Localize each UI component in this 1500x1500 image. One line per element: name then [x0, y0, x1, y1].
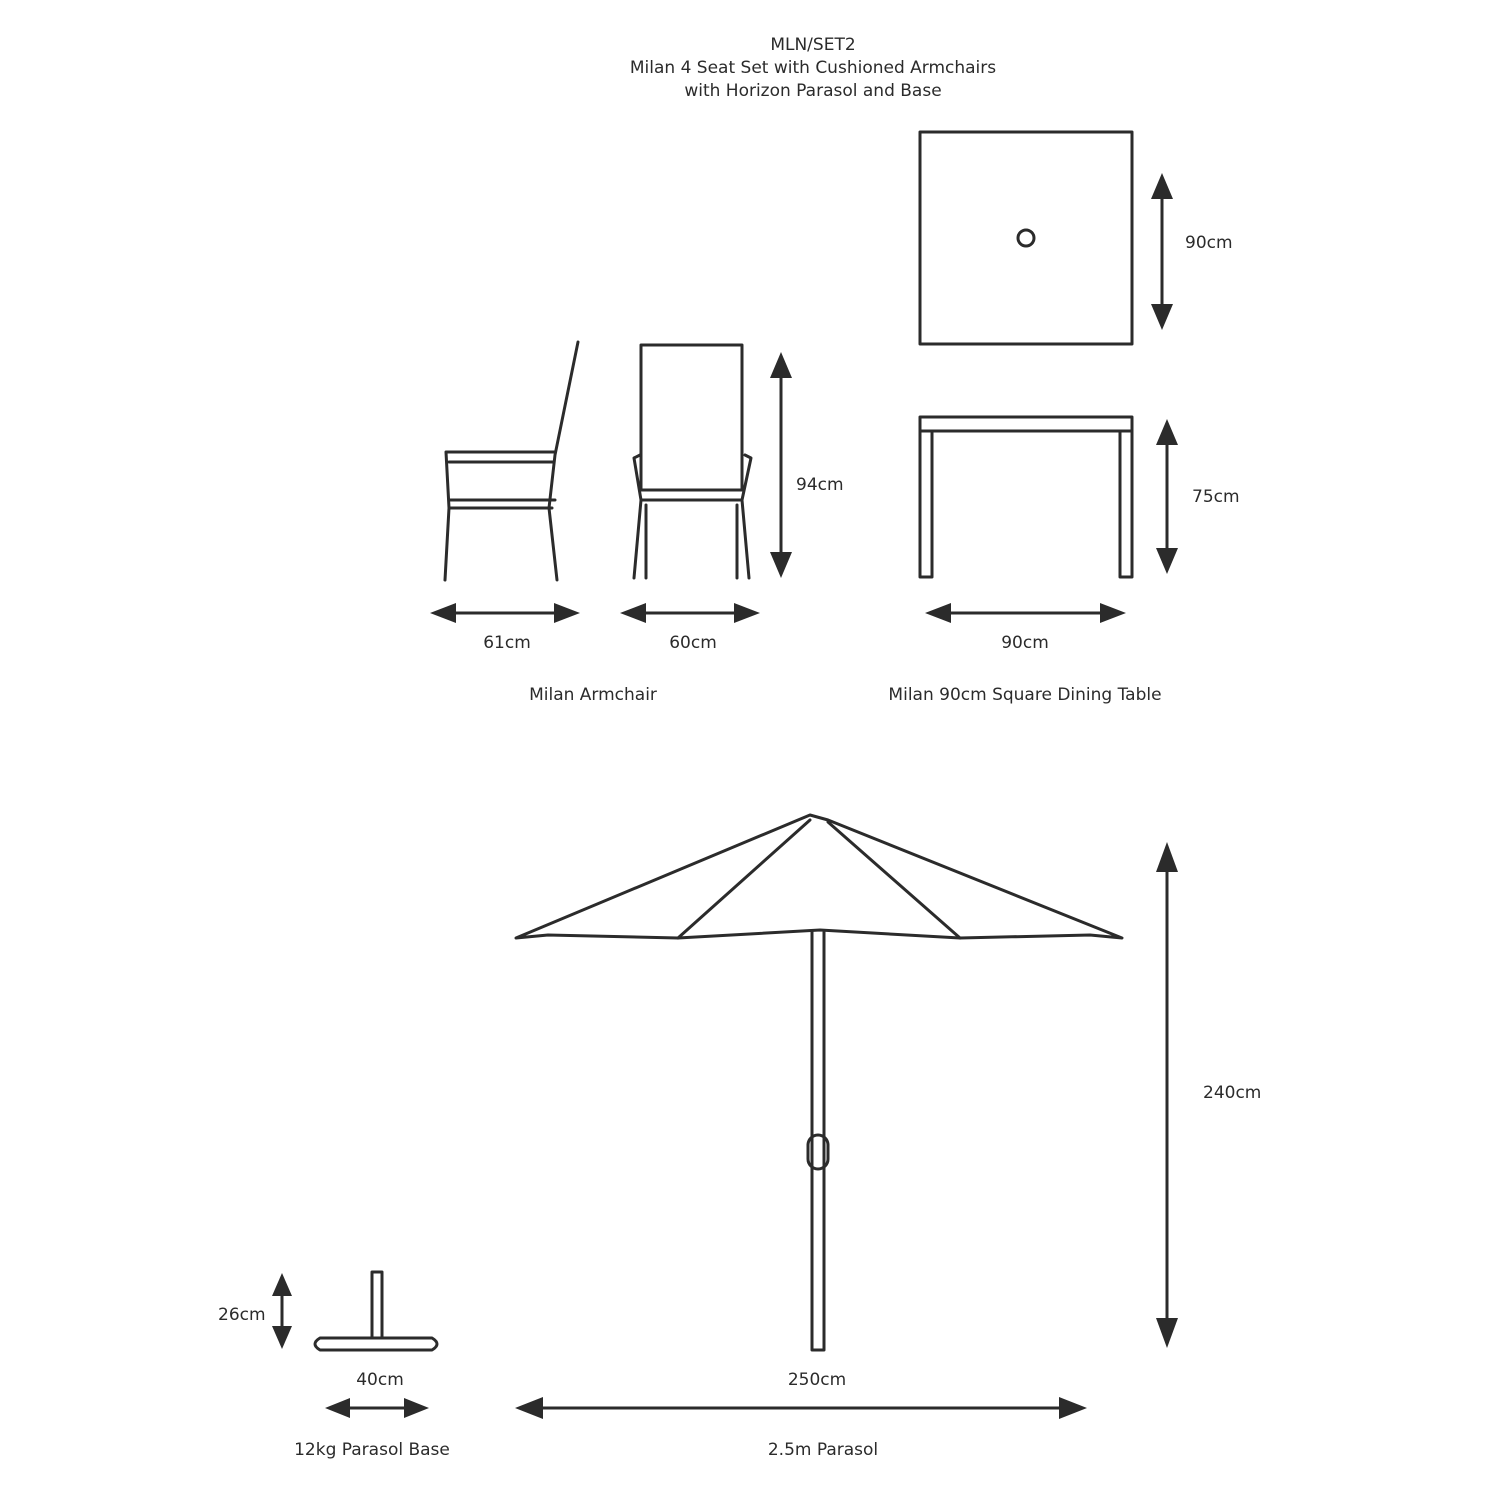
armchair-front-width-label: 60cm: [669, 633, 717, 653]
parasol-base-height-arrow: [272, 1273, 292, 1349]
parasol-base-height-label: 26cm: [218, 1305, 266, 1325]
title-subtitle: with Horizon Parasol and Base: [684, 81, 942, 101]
armchair-side-width-label: 61cm: [483, 633, 531, 653]
armchair-side-view: [445, 342, 578, 580]
table-side-view: [920, 417, 1132, 577]
parasol-height-arrow: [1156, 842, 1178, 1348]
armchair-side-width-arrow: [430, 603, 580, 623]
parasol-base-width-arrow: [325, 1398, 429, 1418]
title-name: Milan 4 Seat Set with Cushioned Armchairs: [629, 58, 997, 78]
armchair-front-view: [634, 345, 751, 578]
table-width-arrow: [925, 603, 1126, 623]
table-width-label: 90cm: [1001, 633, 1049, 653]
parasol-base-drawing: [315, 1272, 437, 1350]
parasol-base-width-label: 40cm: [356, 1370, 404, 1390]
title-code: MLN/SET2: [770, 35, 856, 55]
armchair-caption: Milan Armchair: [529, 685, 657, 705]
parasol-base-caption: 12kg Parasol Base: [294, 1440, 450, 1460]
parasol-width-label: 250cm: [787, 1370, 847, 1390]
armchair-front-width-arrow: [620, 603, 760, 623]
parasol-width-arrow: [515, 1397, 1087, 1419]
table-depth-label: 90cm: [1185, 233, 1233, 253]
table-top-view: [920, 132, 1132, 344]
armchair-height-label: 94cm: [796, 475, 844, 495]
table-height-label: 75cm: [1192, 487, 1240, 507]
table-height-arrow: [1156, 419, 1178, 574]
table-depth-arrow: [1151, 173, 1173, 330]
parasol-height-label: 240cm: [1203, 1083, 1262, 1103]
parasol-drawing: [516, 815, 1122, 1350]
table-caption: Milan 90cm Square Dining Table: [888, 685, 1162, 705]
parasol-caption: 2.5m Parasol: [767, 1440, 879, 1460]
armchair-height-arrow: [770, 352, 792, 578]
